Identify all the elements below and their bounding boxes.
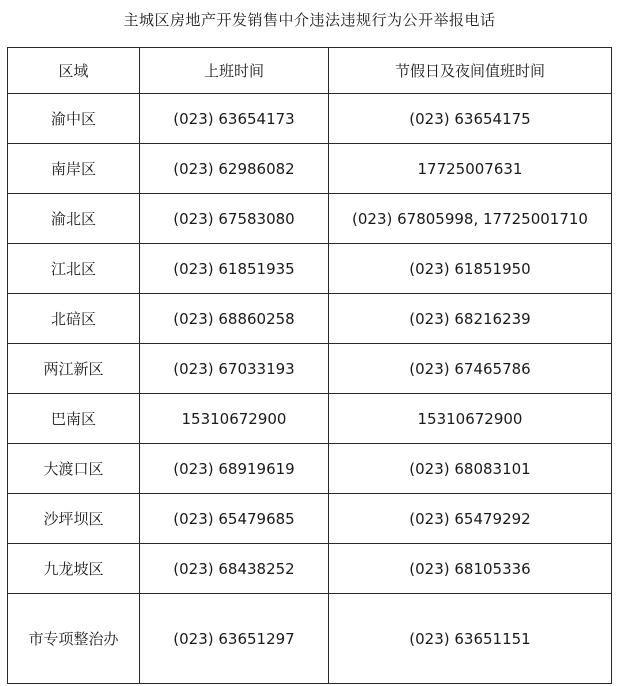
work-hours-phone: (023) 63651297 xyxy=(140,594,329,684)
off-hours-phone: 15310672900 xyxy=(329,394,612,444)
district-cell: 市专项整治办 xyxy=(8,594,140,684)
table-row xyxy=(8,594,612,684)
district-cell: 九龙坡区 xyxy=(8,544,140,594)
header-district: 区域 xyxy=(8,48,140,94)
work-hours-phone: (023) 67033193 xyxy=(140,344,329,394)
table-row xyxy=(8,494,612,544)
off-hours-phone: (023) 67805998, 17725001710 xyxy=(329,194,612,244)
off-hours-phone: (023) 68216239 xyxy=(329,294,612,344)
off-hours-phone: (023) 63651151 xyxy=(329,594,612,684)
table-row xyxy=(8,444,612,494)
table-row xyxy=(8,344,612,394)
table-row xyxy=(8,94,612,144)
work-hours-phone: (023) 61851935 xyxy=(140,244,329,294)
off-hours-phone: (023) 61851950 xyxy=(329,244,612,294)
hotline-table xyxy=(7,47,612,684)
district-cell: 北碚区 xyxy=(8,294,140,344)
page-title: 主城区房地产开发销售中介违法违规行为公开举报电话 xyxy=(123,11,496,29)
work-hours-phone: (023) 67583080 xyxy=(140,194,329,244)
district-cell: 大渡口区 xyxy=(8,444,140,494)
table-row xyxy=(8,544,612,594)
off-hours-phone: (023) 65479292 xyxy=(329,494,612,544)
district-cell: 巴南区 xyxy=(8,394,140,444)
table-row xyxy=(8,194,612,244)
district-cell: 沙坪坝区 xyxy=(8,494,140,544)
district-cell: 两江新区 xyxy=(8,344,140,394)
work-hours-phone: (023) 62986082 xyxy=(140,144,329,194)
off-hours-phone: 17725007631 xyxy=(329,144,612,194)
table-header-row xyxy=(8,48,612,94)
work-hours-phone: (023) 63654173 xyxy=(140,94,329,144)
district-cell: 江北区 xyxy=(8,244,140,294)
off-hours-phone: (023) 67465786 xyxy=(329,344,612,394)
work-hours-phone: (023) 65479685 xyxy=(140,494,329,544)
work-hours-phone: 15310672900 xyxy=(140,394,329,444)
table-row xyxy=(8,244,612,294)
off-hours-phone: (023) 63654175 xyxy=(329,94,612,144)
table-row xyxy=(8,394,612,444)
off-hours-phone: (023) 68105336 xyxy=(329,544,612,594)
district-cell: 南岸区 xyxy=(8,144,140,194)
district-cell: 渝北区 xyxy=(8,194,140,244)
work-hours-phone: (023) 68919619 xyxy=(140,444,329,494)
off-hours-phone: (023) 68083101 xyxy=(329,444,612,494)
work-hours-phone: (023) 68438252 xyxy=(140,544,329,594)
table-row xyxy=(8,294,612,344)
header-off-hours: 节假日及夜间值班时间 xyxy=(329,48,612,94)
table-row xyxy=(8,144,612,194)
work-hours-phone: (023) 68860258 xyxy=(140,294,329,344)
district-cell: 渝中区 xyxy=(8,94,140,144)
header-work-hours: 上班时间 xyxy=(140,48,329,94)
